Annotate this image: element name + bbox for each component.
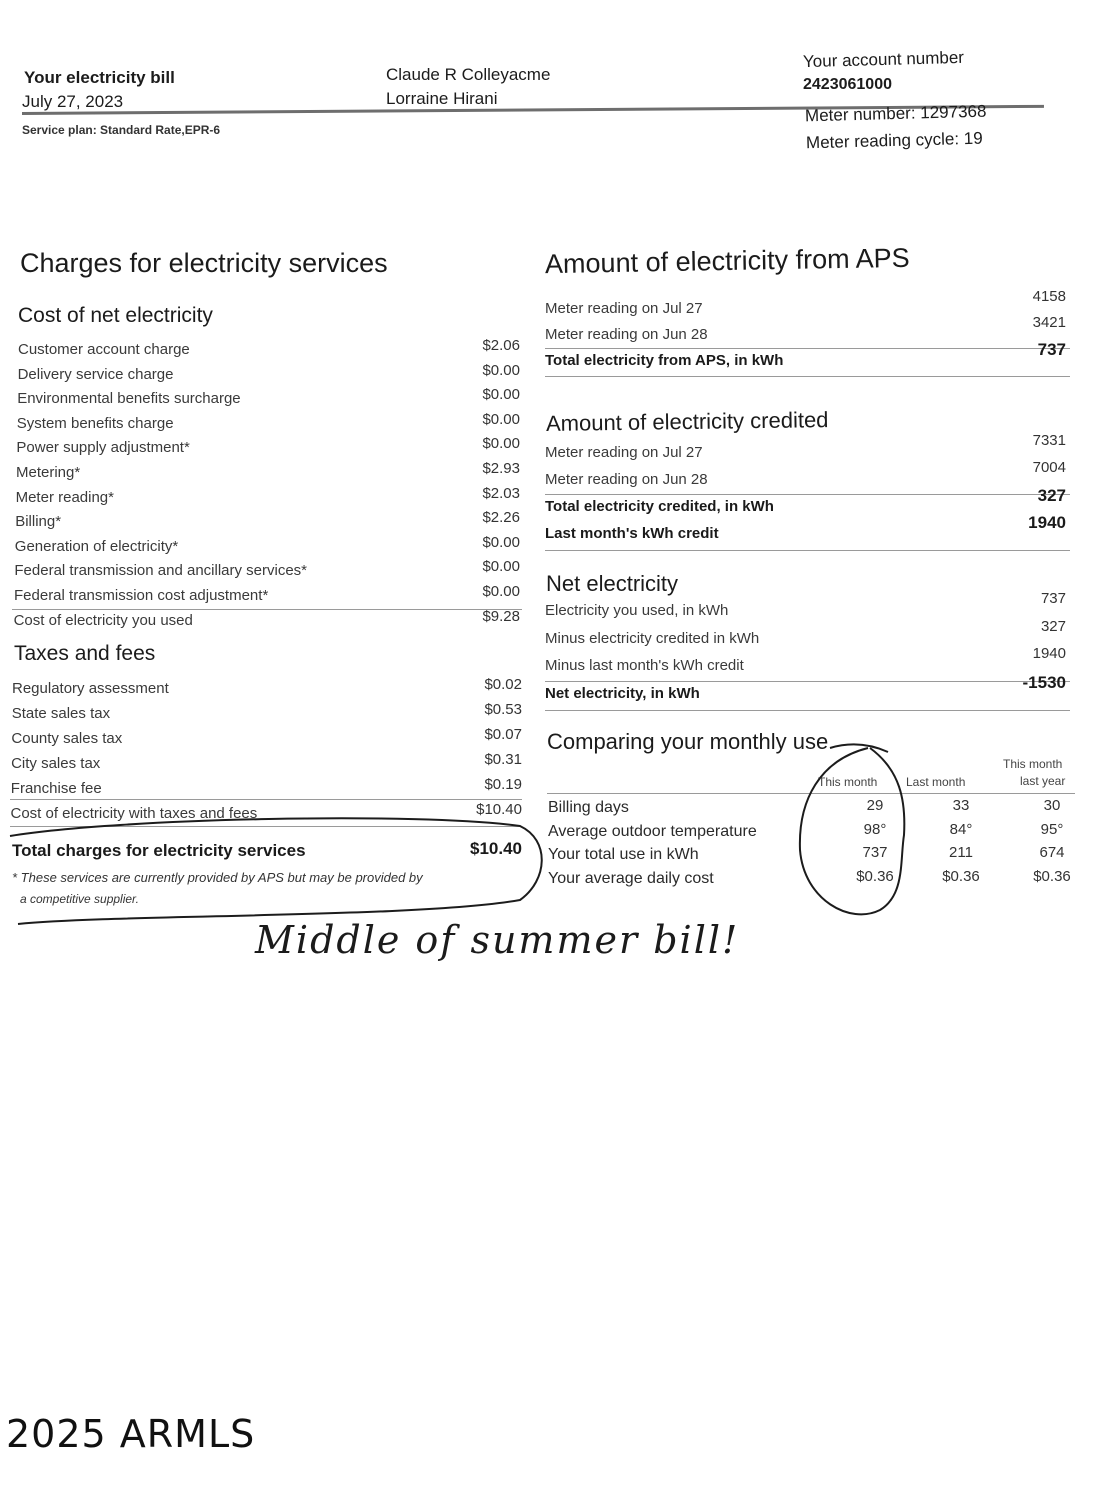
charge-value: $2.93 — [482, 460, 520, 477]
net-cost-title: Cost of net electricity — [18, 304, 213, 327]
account-number: 2423061000 — [803, 76, 892, 93]
charge-value: $2.06 — [482, 337, 520, 354]
tax-value: $0.02 — [484, 676, 522, 693]
col-last-year-1: This month — [1003, 757, 1063, 771]
this-month-ink-loop — [800, 748, 904, 914]
charge-label: Meter reading* — [15, 488, 114, 506]
compare-label: Your average daily cost — [548, 869, 714, 887]
tax-label: City sales tax — [11, 755, 101, 772]
net-value: 737 — [1040, 590, 1066, 607]
tax-value: $0.31 — [484, 751, 522, 768]
bill-date: July 27, 2023 — [22, 92, 124, 111]
tax-value: $0.53 — [484, 701, 522, 718]
aps-value: 737 — [1037, 340, 1066, 359]
charge-value: $0.00 — [482, 361, 520, 379]
aps-label: Meter reading on Jun 28 — [545, 326, 708, 343]
footnote-line-1: * These services are currently provided by APS but may be provided by — [12, 870, 423, 885]
compare-this-month: 29 — [866, 797, 884, 814]
customer-name-2: Lorraine Hirani — [386, 89, 498, 108]
charge-value: $0.00 — [482, 558, 520, 576]
charge-value: $0.00 — [482, 533, 520, 551]
aps-label: Meter reading on Jul 27 — [545, 300, 703, 317]
compare-label: Billing days — [548, 799, 629, 816]
net-value: -1530 — [1022, 672, 1066, 692]
charge-value: $2.26 — [482, 509, 520, 527]
compare-this-month: 737 — [862, 844, 888, 861]
compare-this-month: $0.36 — [856, 867, 894, 885]
total-label: Total charges for electricity services — [12, 841, 306, 860]
tax-value: $0.19 — [484, 776, 522, 793]
total-value: $10.40 — [470, 839, 522, 858]
charge-label: System benefits charge — [16, 414, 174, 432]
compare-last-month: 211 — [949, 844, 973, 861]
col-last-year-2: last year — [1020, 774, 1066, 788]
charge-value: $0.00 — [482, 435, 520, 453]
compare-label: Average outdoor temperature — [548, 822, 757, 840]
net-label: Electricity you used, in kWh — [545, 602, 729, 619]
watermark: 2025 ARMLS — [6, 1412, 256, 1456]
aps-value: 4158 — [1032, 288, 1066, 305]
net-value: 1940 — [1032, 645, 1066, 662]
charge-value: $0.00 — [482, 410, 520, 428]
charge-label: Federal transmission cost adjustment* — [14, 587, 269, 604]
aps-value: 3421 — [1032, 314, 1066, 331]
compare-this-month: 98° — [863, 820, 887, 838]
credited-label: Meter reading on Jul 27 — [545, 444, 703, 461]
credited-value: 7331 — [1032, 432, 1066, 449]
net-label: Minus last month's kWh credit — [545, 657, 744, 674]
aps-title: Amount of electricity from APS — [544, 242, 910, 280]
credited-label: Last month's kWh credit — [545, 525, 719, 542]
account-label: Your account number — [802, 47, 965, 72]
charges-title: Charges for electricity services — [20, 248, 388, 278]
meter-cycle: Meter reading cycle: 19 — [805, 128, 983, 153]
customer-name-1: Claude R Colleyacme — [386, 65, 551, 84]
compare-last-month: 33 — [952, 797, 970, 814]
charge-label: Federal transmission and ancillary services* — [14, 562, 308, 580]
credited-value: 7004 — [1032, 459, 1066, 476]
charge-value: $0.00 — [482, 386, 520, 404]
charge-label: Environmental benefits surcharge — [17, 390, 241, 408]
tax-label: Cost of electricity with taxes and fees — [10, 805, 258, 822]
meter-number: Meter number: 1297368 — [804, 101, 987, 126]
tax-label: State sales tax — [11, 705, 111, 722]
aps-label: Total electricity from APS, in kWh — [545, 352, 784, 369]
tax-label: Regulatory assessment — [12, 680, 169, 697]
col-last-month: Last month — [906, 775, 966, 789]
taxes-title: Taxes and fees — [14, 642, 156, 665]
compare-title: Comparing your monthly use — [547, 729, 829, 754]
total-ink-loop — [10, 818, 542, 924]
charge-label: Power supply adjustment* — [16, 439, 190, 457]
charge-label: Customer account charge — [18, 341, 190, 358]
credited-label: Total electricity credited, in kWh — [545, 498, 774, 515]
tax-value: $0.07 — [484, 726, 522, 743]
credited-value: 1940 — [1028, 513, 1066, 532]
net-title: Net electricity — [546, 571, 679, 596]
net-value: 327 — [1040, 617, 1066, 635]
tax-label: Franchise fee — [10, 780, 102, 797]
bill-title: Your electricity bill — [24, 68, 175, 87]
charge-label: Generation of electricity* — [14, 537, 179, 555]
charge-label: Cost of electricity you used — [13, 611, 193, 629]
net-label: Minus electricity credited in kWh — [545, 629, 760, 647]
credited-value: 327 — [1037, 486, 1066, 505]
tax-value: $10.40 — [476, 801, 522, 818]
charge-value: $0.00 — [482, 583, 520, 600]
compare-last-year: 30 — [1043, 797, 1061, 814]
compare-last-year: 674 — [1039, 844, 1065, 861]
handwritten-note: Middle of summer bill! — [255, 918, 740, 962]
service-plan: Service plan: Standard Rate,EPR-6 — [22, 123, 221, 137]
charge-label: Billing* — [15, 513, 62, 531]
tax-label: County sales tax — [11, 730, 123, 747]
compare-last-month: 84° — [949, 820, 973, 838]
net-label: Net electricity, in kWh — [545, 684, 700, 702]
compare-last-year: 95° — [1040, 820, 1064, 838]
footnote-line-2: a competitive supplier. — [20, 892, 139, 906]
credited-title: Amount of electricity credited — [545, 407, 829, 436]
charge-label: Metering* — [16, 464, 81, 481]
charge-value: $2.03 — [482, 484, 520, 502]
credited-label: Meter reading on Jun 28 — [545, 471, 708, 488]
charge-label: Delivery service charge — [17, 365, 174, 383]
compare-label: Your total use in kWh — [548, 846, 699, 863]
compare-last-year: $0.36 — [1033, 867, 1071, 885]
col-this-month: This month — [818, 775, 878, 789]
compare-last-month: $0.36 — [942, 867, 980, 885]
charge-value: $9.28 — [482, 607, 520, 625]
